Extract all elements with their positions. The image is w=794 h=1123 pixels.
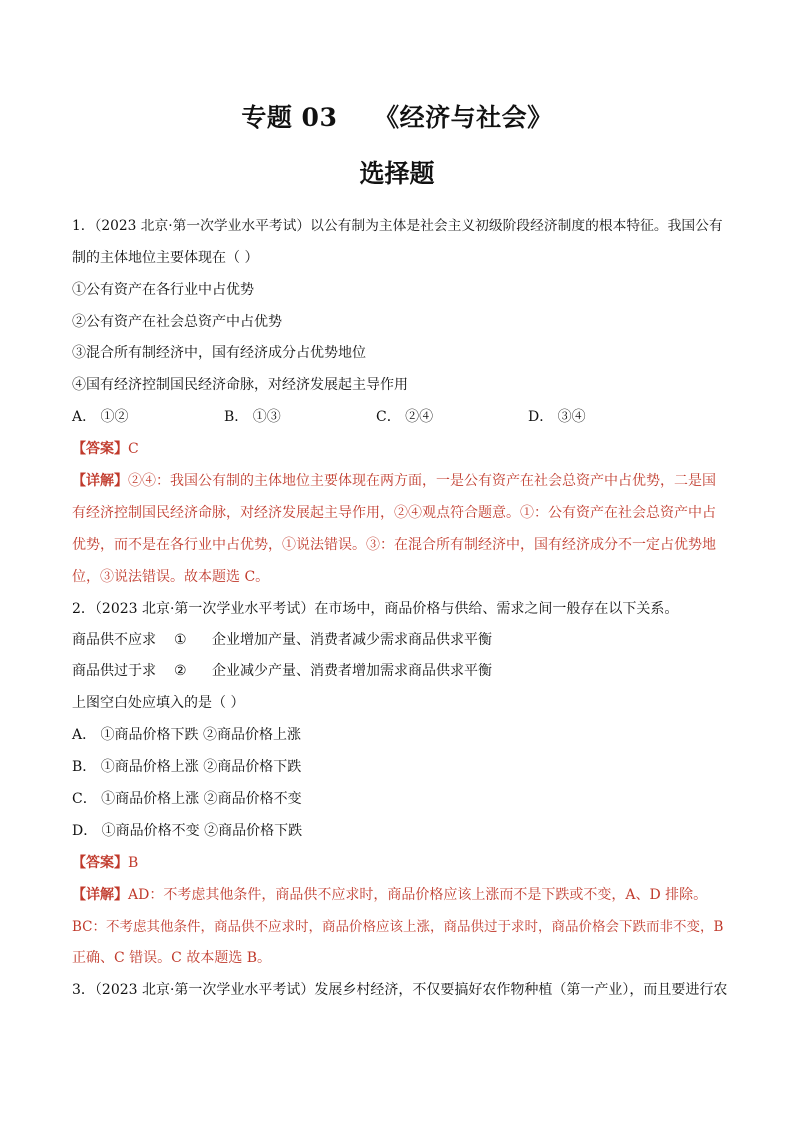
q2-answer <box>72 853 728 873</box>
q1-explain-line3: 优势，而不是在各行业中占优势，①说法错误。③：在混合所有制经济中，国有经济成分不一定占优势地 <box>72 537 716 553</box>
q1-item-1: ①公有资产在各行业中占优势 <box>72 282 254 298</box>
q2-option-a: A． ①商品价格下跌 ②商品价格上涨 <box>72 727 302 743</box>
q1-options <box>72 407 728 427</box>
q2-row1-blank: ① <box>174 632 187 648</box>
q2-row1-result: 企业增加产量、消费者减少需求商品供求平衡 <box>212 632 492 648</box>
q2-question: 上图空白处应填入的是（ ） <box>72 695 245 711</box>
q1-answer <box>72 439 728 459</box>
q1-stem-line1: 1．（2023 北京·第一次学业水平考试）以公有制为主体是社会主义初级阶段经济制度的根本特征。我国公有 <box>72 218 723 234</box>
q2-explain-line1 <box>72 885 728 905</box>
q2-explain-text: AD：不考虑其他条件，商品供不应求时，商品价格应该上涨而不是下跌或不变，A、D 排除。 <box>128 887 708 903</box>
q1-stem-line2: 制的主体地位主要体现在（ ） <box>72 250 259 266</box>
q2-table-row-2 <box>72 661 728 681</box>
document-subtitle: 选择题 <box>359 159 435 188</box>
q1-item-4: ④国有经济控制国民经济命脉，对经济发展起主导作用 <box>72 377 408 393</box>
q2-option-d: D． ①商品价格不变 ②商品价格下跌 <box>72 823 303 839</box>
q1-explain-text: ②④：我国公有制的主体地位主要体现在两方面，一是公有资产在社会总资产中占优势，二是国 <box>128 473 716 489</box>
q1-explain-line1 <box>72 471 728 491</box>
q1-option-a: A． ①② <box>72 409 129 425</box>
q2-explain-line3: 正确、C 错误。C 故本题选 B。 <box>72 950 272 966</box>
document-title: 专题 03 《经济与社会》 <box>241 103 553 132</box>
q1-option-b: B． ①③ <box>224 409 281 425</box>
q2-answer-tag: 【答案】 <box>72 855 128 871</box>
q1-explain-line2: 有经济控制国民经济命脉，对经济发展起主导作用，②④观点符合题意。①：公有资产在社会总资产中占 <box>72 505 716 521</box>
q1-option-c: C． ②④ <box>376 409 434 425</box>
q2-answer-value: B <box>128 855 139 871</box>
q2-explain-tag: 【详解】 <box>72 887 128 903</box>
q3-stem-line1: 3．（2023 北京·第一次学业水平考试）发展乡村经济，不仅要搞好农作物种植（第一产业），而且要进行农 <box>72 982 728 998</box>
q1-option-d: D． ③④ <box>528 409 586 425</box>
q1-answer-value: C <box>128 441 139 457</box>
q1-item-2: ②公有资产在社会总资产中占优势 <box>72 314 282 330</box>
q2-row2-result: 企业减少产量、消费者增加需求商品供求平衡 <box>212 663 492 679</box>
q2-option-c: C． ①商品价格上涨 ②商品价格不变 <box>72 791 302 807</box>
q2-table-row-1 <box>72 630 728 650</box>
q1-explain-line4: 位，③说法错误。故本题选 C。 <box>72 569 270 585</box>
q2-option-b: B． ①商品价格上涨 ②商品价格下跌 <box>72 759 302 775</box>
q1-answer-tag: 【答案】 <box>72 441 128 457</box>
q2-explain-line2: BC：不考虑其他条件，商品供不应求时，商品价格应该上涨，商品供过于求时，商品价格会下跌而非不变，B <box>72 919 724 935</box>
q2-stem: 2．（2023 北京·第一次学业水平考试）在市场中，商品价格与供给、需求之间一般存在以下关系。 <box>72 601 679 617</box>
q1-item-3: ③混合所有制经济中，国有经济成分占优势地位 <box>72 345 366 361</box>
q1-explain-tag: 【详解】 <box>72 473 128 489</box>
q2-row2-condition: 商品供过于求 <box>72 663 156 679</box>
q2-row2-blank: ② <box>174 663 187 679</box>
q2-row1-condition: 商品供不应求 <box>72 632 156 648</box>
